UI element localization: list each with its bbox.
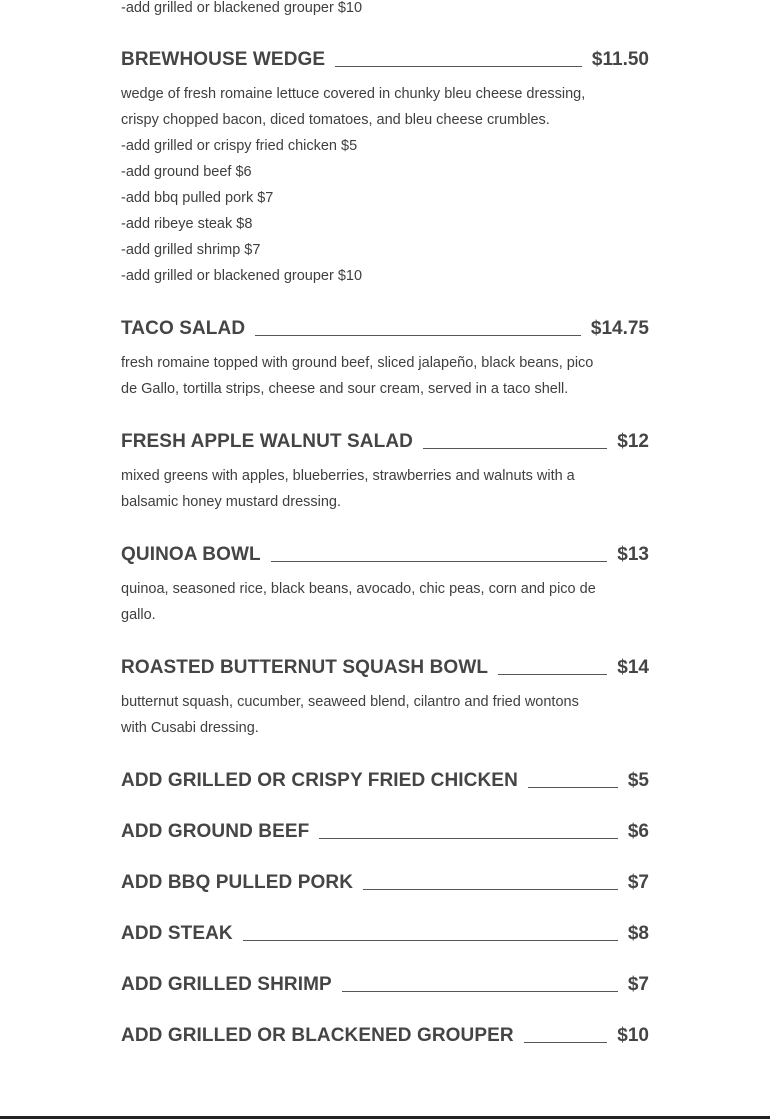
dot-leader-rule <box>342 990 618 992</box>
description-line: butternut squash, cucumber, seaweed blend, cilantro and fried wontons <box>121 694 579 710</box>
menu-item-description <box>121 350 631 402</box>
description-line: -add grilled or blackened grouper $10 <box>121 268 363 284</box>
addon-price: $6 <box>627 821 649 842</box>
addon-name: ADD GRILLED SHRIMP <box>121 974 332 995</box>
dot-leader-rule <box>423 447 607 449</box>
menu-item-name: BREWHOUSE WEDGE <box>121 49 326 70</box>
menu-item <box>121 543 649 628</box>
dot-leader-rule <box>319 837 618 839</box>
menu-item-description <box>121 463 631 515</box>
menu-item-name: FRESH APPLE WALNUT SALAD <box>121 431 413 452</box>
description-line: mixed greens with apples, blueberries, strawberries and walnuts with a <box>121 468 575 484</box>
dot-leader-rule <box>255 334 581 336</box>
menu-item <box>121 317 649 402</box>
description-line: -add bbq pulled pork $7 <box>121 190 274 206</box>
menu-item-description <box>121 81 631 289</box>
addon-price: $7 <box>627 974 649 995</box>
dot-leader-rule <box>335 65 582 67</box>
description-line: crispy chopped bacon, diced tomatoes, and bleu cheese crumbles. <box>121 112 550 128</box>
addon-price: $5 <box>627 770 649 791</box>
dot-leader-rule <box>528 786 618 788</box>
menu-item-description <box>121 689 631 741</box>
addon-header <box>121 820 649 844</box>
addon-header <box>121 871 649 895</box>
dot-leader-rule <box>363 888 618 890</box>
addon-item <box>121 922 649 946</box>
description-line: -add grilled shrimp $7 <box>121 242 261 258</box>
menu-item-name: QUINOA BOWL <box>121 544 261 565</box>
menu-item-price: $14 <box>617 657 649 678</box>
menu-item-price: $13 <box>617 544 649 565</box>
addon-name: ADD GROUND BEEF <box>121 821 310 842</box>
dot-leader-rule <box>524 1041 608 1043</box>
description-line: -add ground beef $6 <box>121 164 252 180</box>
menu-item-name: ROASTED BUTTERNUT SQUASH BOWL <box>121 657 489 678</box>
menu-item-description <box>121 576 631 628</box>
menu-item-price: $12 <box>617 431 649 452</box>
menu-item-header <box>121 430 649 454</box>
addon-item <box>121 973 649 997</box>
addon-header <box>121 922 649 946</box>
addon-item <box>121 820 649 844</box>
menu-item <box>121 656 649 741</box>
menu-item-price: $11.50 <box>591 49 649 70</box>
addon-header <box>121 769 649 793</box>
addon-header <box>121 1024 649 1048</box>
description-line: -add grilled or crispy fried chicken $5 <box>121 138 358 154</box>
addon-price: $8 <box>627 923 649 944</box>
description-line: quinoa, seasoned rice, black beans, avocado, chic peas, corn and pico de <box>121 581 596 597</box>
addon-item <box>121 1024 649 1048</box>
addon-item <box>121 871 649 895</box>
menu-item-header <box>121 656 649 680</box>
previous-item-addon-line: -add grilled or blackened grouper $10 <box>121 0 363 16</box>
description-line: de Gallo, tortilla strips, cheese and sour cream, served in a taco shell. <box>121 381 569 397</box>
addon-name: ADD BBQ PULLED PORK <box>121 872 354 893</box>
description-line: wedge of fresh romaine lettuce covered in chunky bleu cheese dressing, <box>121 86 586 102</box>
addon-name: ADD STEAK <box>121 923 233 944</box>
addon-name: ADD GRILLED OR BLACKENED GROUPER <box>121 1025 514 1046</box>
addon-price: $7 <box>627 872 649 893</box>
menu-item <box>121 48 649 289</box>
description-line: fresh romaine topped with ground beef, sliced jalapeño, black beans, pico <box>121 355 594 371</box>
dot-leader-rule <box>243 939 618 941</box>
dot-leader-rule <box>498 673 607 675</box>
description-line: gallo. <box>121 607 156 623</box>
dot-leader-rule <box>271 560 608 562</box>
description-line: -add ribeye steak $8 <box>121 216 253 232</box>
addon-name: ADD GRILLED OR CRISPY FRIED CHICKEN <box>121 770 518 791</box>
description-line: with Cusabi dressing. <box>121 720 259 736</box>
menu-item-name: TACO SALAD <box>121 318 246 339</box>
menu-item-price: $14.75 <box>590 318 649 339</box>
addon-price: $10 <box>617 1025 649 1046</box>
menu-item-header <box>121 317 649 341</box>
description-line: balsamic honey mustard dressing. <box>121 494 342 510</box>
addon-header <box>121 973 649 997</box>
menu-item-header <box>121 543 649 567</box>
menu-item-header <box>121 48 649 72</box>
addon-item <box>121 769 649 793</box>
menu-item <box>121 430 649 515</box>
